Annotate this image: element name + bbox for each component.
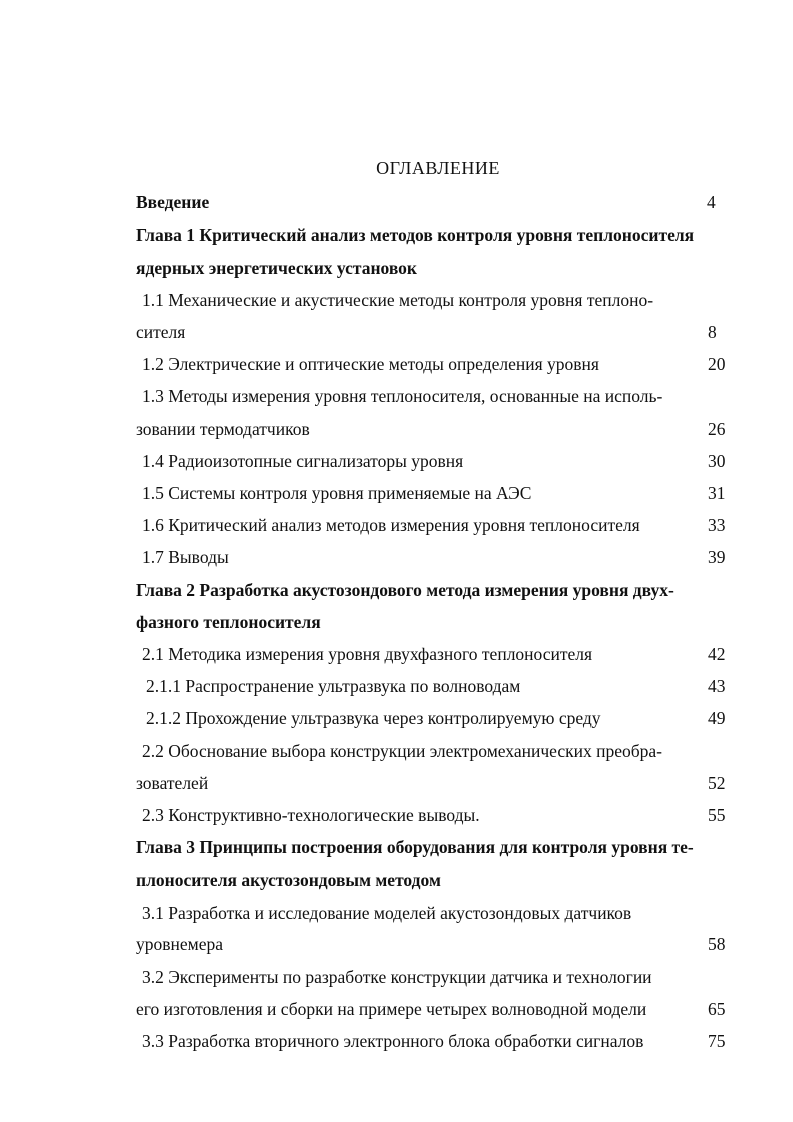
toc-section-1-3b: зовании термодатчиков bbox=[136, 419, 310, 439]
toc-section-2-1-1: 2.1.1 Распространение ультразвука по волноводам bbox=[146, 676, 521, 696]
toc-section-1-4: 1.4 Радиоизотопные сигнализаторы уровня bbox=[142, 451, 464, 471]
toc-section-1-4-page: 30 bbox=[708, 451, 726, 471]
toc-section-1-5-page: 31 bbox=[708, 483, 726, 503]
toc-section-1-3-page: 26 bbox=[708, 419, 726, 439]
toc-chapter2-line2: фазного теплоносителя bbox=[136, 612, 321, 632]
toc-section-1-7-page: 39 bbox=[708, 547, 726, 567]
toc-section-2-2b: зователей bbox=[136, 773, 209, 793]
toc-section-3-1-page: 58 bbox=[708, 934, 726, 954]
toc-title: ОГЛАВЛЕНИЕ bbox=[376, 158, 500, 178]
toc-section-2-3-page: 55 bbox=[708, 805, 726, 825]
toc-chapter3-line1: Глава 3 Принципы построения оборудования для контроля уровня те- bbox=[136, 837, 694, 857]
toc-section-1-3a: 1.3 Методы измерения уровня теплоносителя, основанные на исполь- bbox=[142, 386, 663, 406]
toc-section-1-2-page: 20 bbox=[708, 354, 726, 374]
toc-section-1-6: 1.6 Критический анализ методов измерения уровня теплоносителя bbox=[142, 515, 640, 535]
toc-section-2-1-2-page: 49 bbox=[708, 708, 726, 728]
toc-section-3-1b: уровнемера bbox=[136, 934, 224, 954]
toc-section-3-2a: 3.2 Эксперименты по разработке конструкции датчика и технологии bbox=[142, 967, 652, 987]
toc-intro-page: 4 bbox=[707, 192, 716, 212]
toc-section-1-1-page: 8 bbox=[708, 322, 717, 342]
toc-section-2-1-2: 2.1.2 Прохождение ультразвука через контролируемую среду bbox=[146, 708, 601, 728]
toc-intro-label: Введение bbox=[136, 192, 210, 212]
toc-section-1-1a: 1.1 Механические и акустические методы контроля уровня теплоно- bbox=[142, 290, 654, 310]
toc-section-3-2b: его изготовления и сборки на примере четырех волноводной модели bbox=[136, 999, 647, 1019]
toc-chapter1-line1: Глава 1 Критический анализ методов контроля уровня теплоносителя bbox=[136, 225, 695, 245]
toc-section-1-6-page: 33 bbox=[708, 515, 726, 535]
toc-section-3-2-page: 65 bbox=[708, 999, 726, 1019]
toc-section-3-1a: 3.1 Разработка и исследование моделей акустозондовых датчиков bbox=[142, 903, 632, 923]
toc-section-3-3-page: 75 bbox=[708, 1031, 726, 1051]
toc-chapter1-line2: ядерных энергетических установок bbox=[136, 258, 418, 278]
toc-section-1-2: 1.2 Электрические и оптические методы определения уровня bbox=[142, 354, 599, 374]
toc-section-2-1-1-page: 43 bbox=[708, 676, 726, 696]
toc-section-1-5: 1.5 Системы контроля уровня применяемые на АЭС bbox=[142, 483, 532, 503]
toc-chapter2-line1: Глава 2 Разработка акустозондового метода измерения уровня двух- bbox=[136, 580, 674, 600]
toc-section-3-3: 3.3 Разработка вторичного электронного блока обработки сигналов bbox=[142, 1031, 644, 1051]
toc-section-2-2-page: 52 bbox=[708, 773, 726, 793]
toc-section-1-1b: сителя bbox=[136, 322, 186, 342]
toc-section-2-1-page: 42 bbox=[708, 644, 726, 664]
toc-section-2-2a: 2.2 Обоснование выбора конструкции электромеханических преобра- bbox=[142, 741, 662, 761]
toc-chapter3-line2: плоносителя акустозондовым методом bbox=[136, 870, 441, 890]
toc-section-2-3: 2.3 Конструктивно-технологические выводы. bbox=[142, 805, 480, 825]
toc-section-1-7: 1.7 Выводы bbox=[142, 547, 229, 567]
toc-section-2-1: 2.1 Методика измерения уровня двухфазного теплоносителя bbox=[142, 644, 593, 664]
